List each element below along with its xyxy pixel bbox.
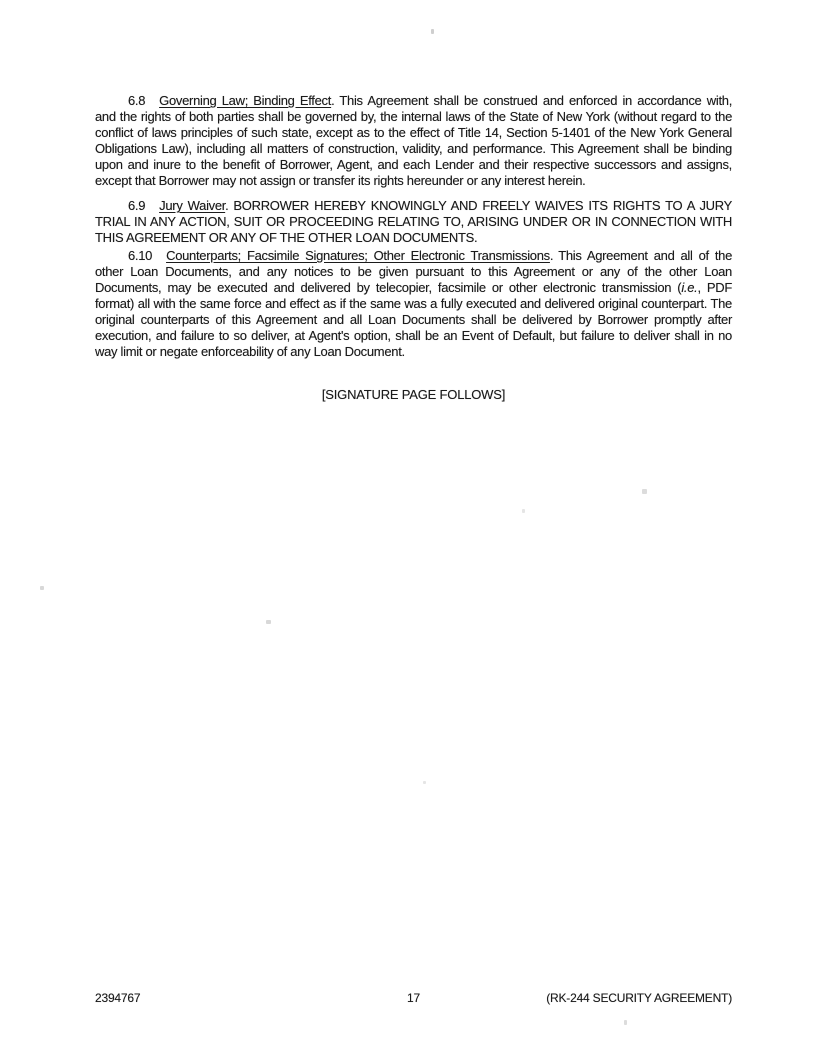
section-heading-period: . (225, 198, 229, 213)
section-body-text: This Agreement and all of the other Loan Documents, and any notices to be given pursuant to this Agreement or any of the other Loan Documents, may be executed and delivered by telecopier, facsimile or other electronic transmission ( (95, 248, 732, 295)
scan-speck (522, 509, 525, 513)
section-6-9-paragraph (95, 198, 732, 246)
scan-speck (266, 620, 271, 624)
footer-page-number: 17 (407, 991, 420, 1005)
scan-speck (40, 586, 44, 590)
scan-speck (642, 489, 647, 494)
section-number: 6.9 (128, 198, 146, 213)
section-heading: Counterparts; Facsimile Signatures; Other Electronic Transmissions (166, 248, 550, 263)
section-heading: Jury Waiver (159, 198, 226, 213)
section-body-text: This Agreement shall be construed and enforced in accordance with, and the rights of both parties shall be governed by, the internal laws of the State of New York (without regard to the conflict of laws principles of such state, except as to the effect of Title 14, Section 5-1401 of the New York General Obligations Law), including all matters of construction, validity, and performance. This Agreement shall be binding upon and inure to the benefit of Borrower, Agent, and each Lender and their respective successors and assigns, except that Borrower may not assign or transfer its rights hereunder or any interest herein. (95, 93, 733, 188)
section-6-8-paragraph (95, 93, 732, 189)
section-heading-period: . (549, 248, 554, 263)
section-body-text: , PDF format) all with the same force and effect as if the same was a fully executed and delivered original counterpart. The original counterparts of this Agreement and all Loan Documents shall be delivered by Borrower promptly after execution, and failure to so deliver, at Agent's option, shall be an Event of Default, but failure to deliver shall in no way limit or negate enforceability of any Loan Document. (95, 280, 732, 359)
section-body-italic-abbreviation: i.e. (681, 280, 698, 295)
scan-speck (431, 29, 434, 34)
document-body (95, 93, 732, 403)
scan-speck (423, 781, 426, 784)
section-number: 6.10 (128, 248, 153, 263)
signature-page-notice: [SIGNATURE PAGE FOLLOWS] (321, 387, 506, 402)
section-6-10-paragraph (95, 248, 732, 360)
section-number: 6.8 (128, 93, 146, 108)
footer-document-number: 2394767 (95, 991, 141, 1005)
section-body-text: BORROWER HEREBY KNOWINGLY AND FREELY WAIVES ITS RIGHTS TO A JURY TRIAL IN ANY ACTION, SUIT OR PROCEEDING RELATING TO, ARISING UNDER OR IN CONNECTION WITH THIS AGREEMENT OR ANY OF THE OTHER LOAN DOCUMENTS. (95, 198, 732, 245)
page-footer (95, 990, 732, 1006)
scan-speck (624, 1020, 627, 1025)
footer-document-reference: (RK-244 SECURITY AGREEMENT) (546, 991, 732, 1005)
section-heading-period: . (331, 93, 335, 108)
section-heading: Governing Law; Binding Effect (159, 93, 332, 108)
